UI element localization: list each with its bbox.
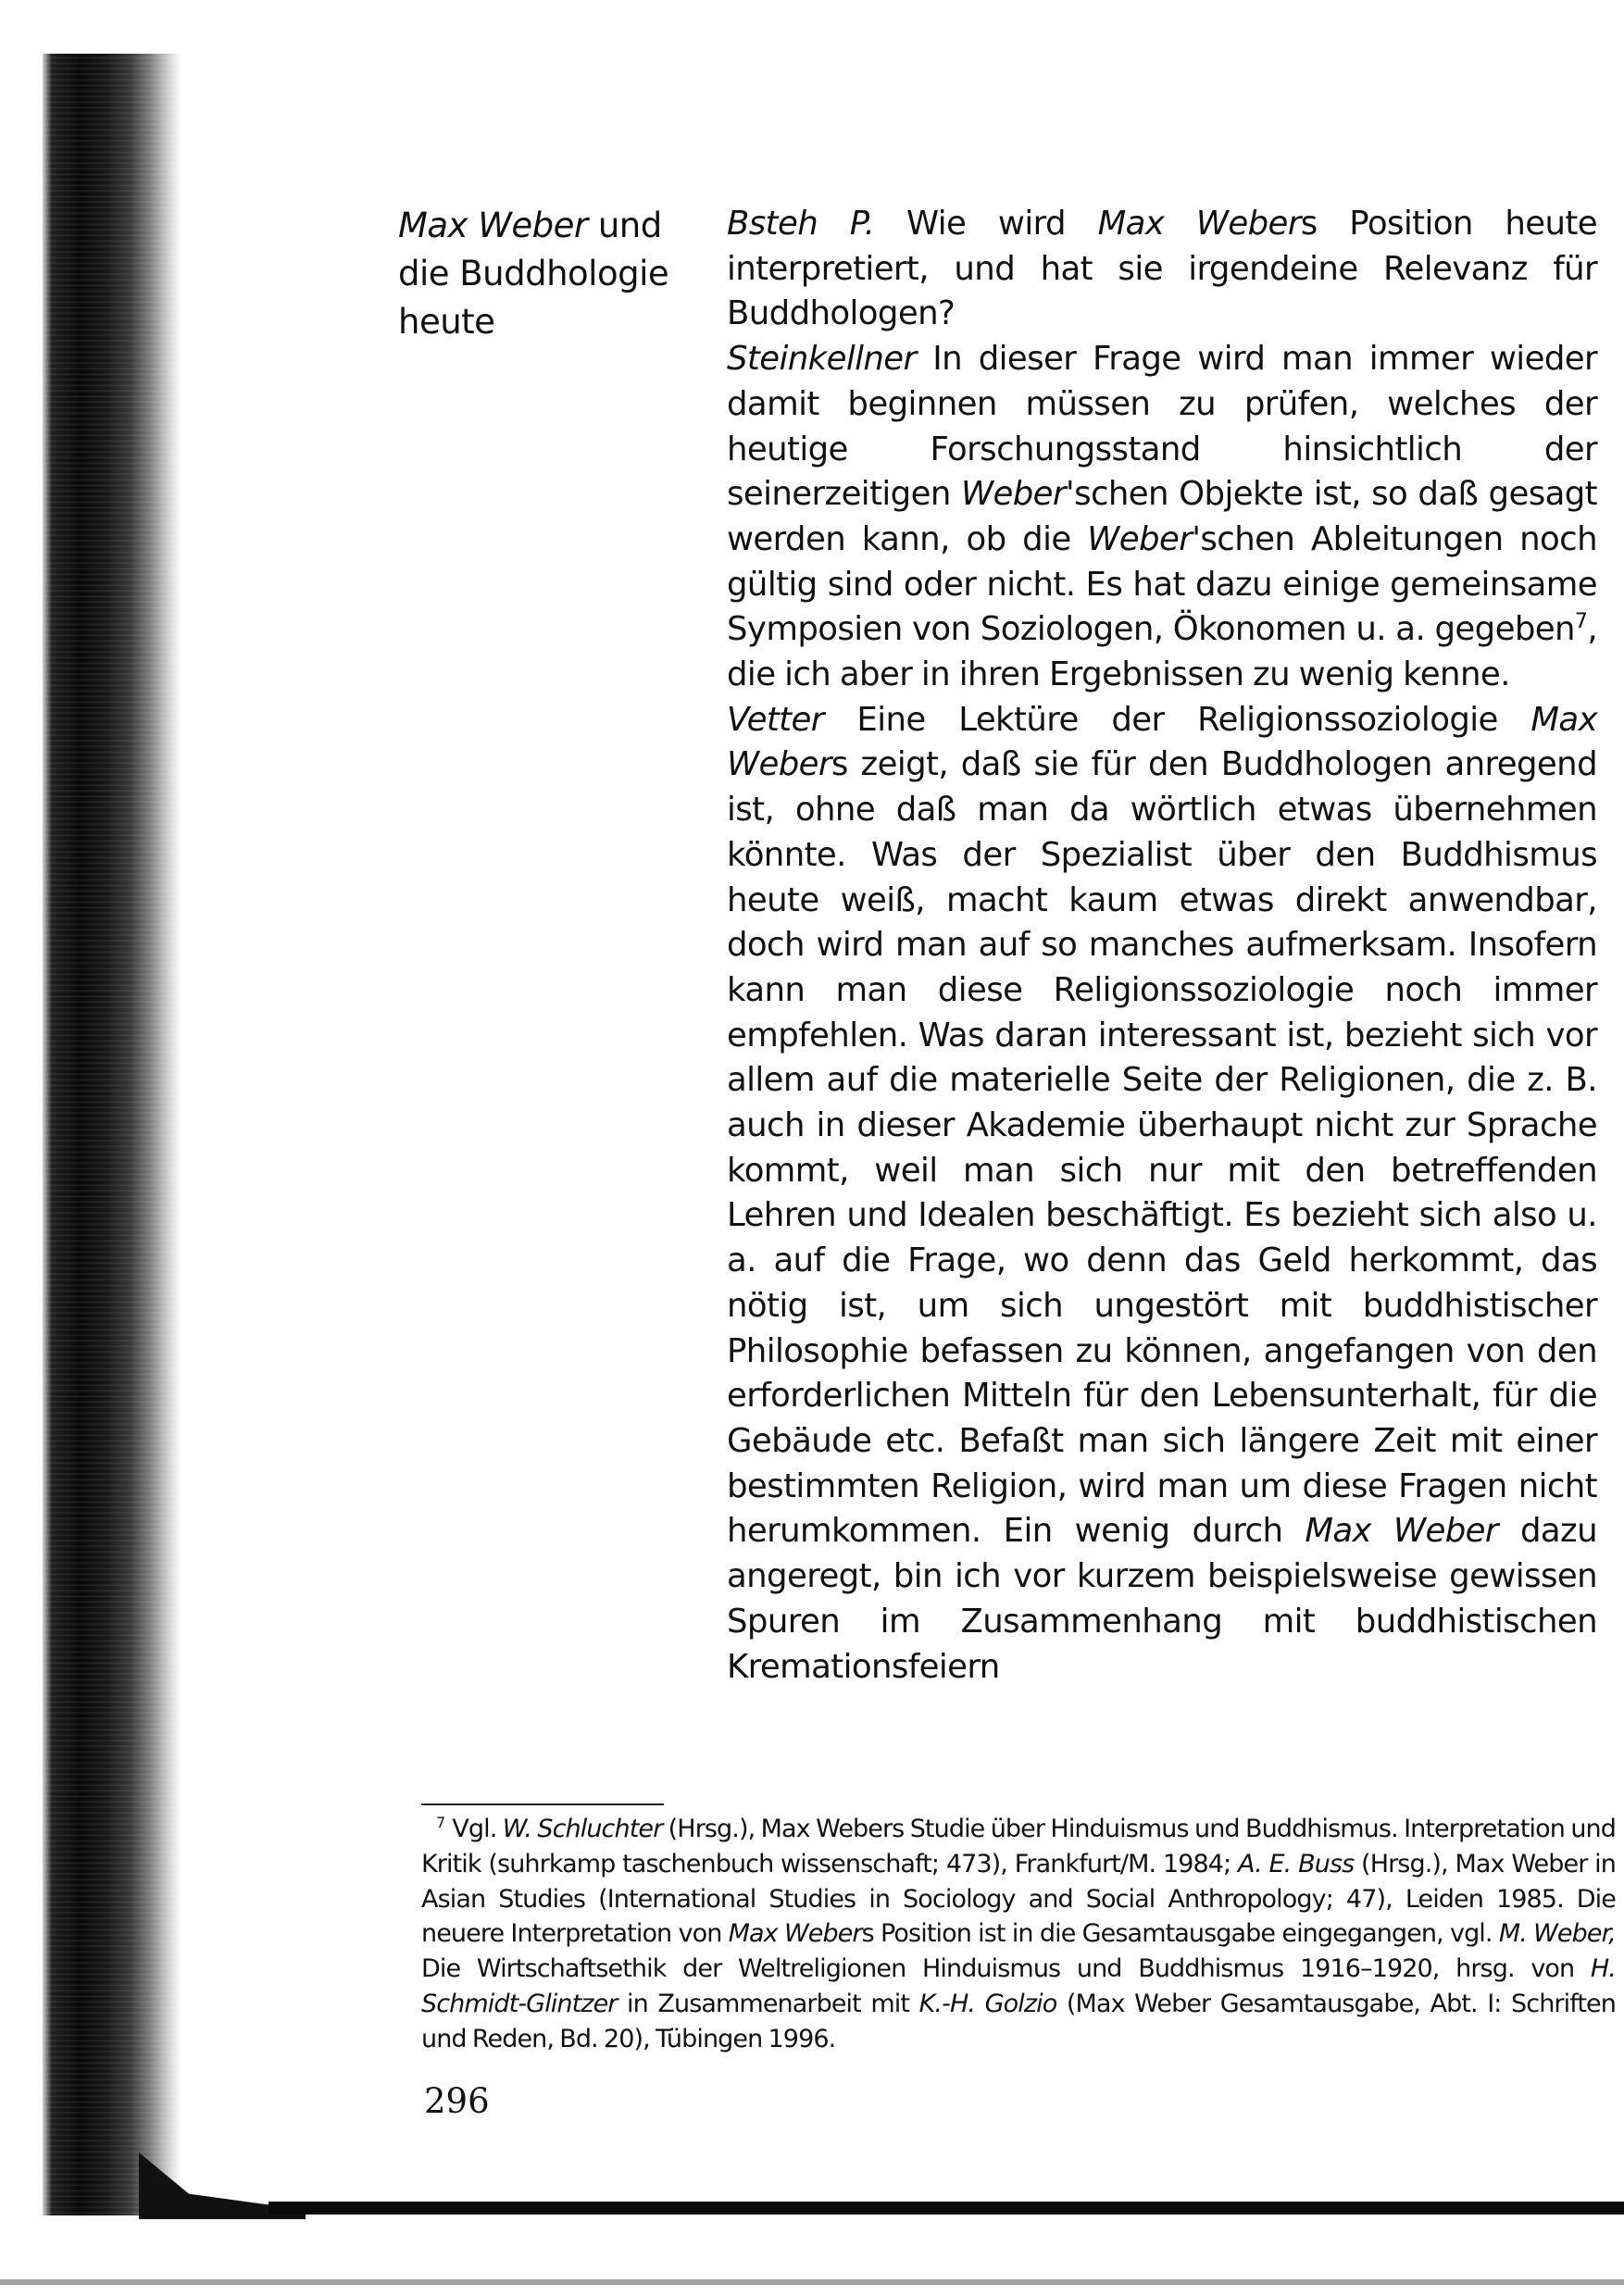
text-run: schen Objekte ist, so daß gesagt werden kann, ob die (727, 475, 1597, 558)
footnote-7 (421, 1812, 1616, 2057)
text-run: s Position ist in die Gesamtausgabe eingegangen, vgl. (861, 1919, 1499, 1949)
margin-heading-line-2: die Buddhologie (398, 254, 669, 293)
italic-name: H. Schmidt-Glintzer (421, 1954, 1616, 2018)
footnote-separator (421, 1803, 664, 1805)
italic-name: Weber' (960, 475, 1075, 514)
margin-heading-line-3: heute (398, 302, 495, 342)
text-run: s Position heute interpretiert, und hat sie irgendeine Relevanz für Buddhologen? (727, 205, 1597, 333)
margin-heading (398, 202, 704, 346)
text-run: dazu angeregt, bin ich vor kurzem beispielsweise gewissen Spuren im Zusammenhang mit buddhistischen Kremationsfeiern (727, 1512, 1597, 1686)
paragraph-bsteh (727, 202, 1597, 337)
text-run: in Zusammenarbeit mit (617, 1989, 919, 2018)
text-run: (Hrsg.), Max Webers Studie über Hinduismus und Buddhismus. Interpretation und Kritik (suhrkamp taschenbuch wissenschaft; 473), Frankfurt/M. 1984; (421, 1815, 1616, 1878)
binding-shadow-texture (43, 54, 181, 2215)
text-run: (Hrsg.), Max Weber in Asian Studies (International Studies in Sociology and Social Anthropology; 47), Leiden 1985. Die neuere Interpretation von (421, 1849, 1616, 1949)
text-run: Vgl. (452, 1815, 503, 1843)
text-run: (Max Weber Gesamtausgabe, Abt. I: Schriften und Reden, Bd. 20), Tübingen 1996. (421, 1989, 1616, 2053)
italic-name: Max Weber (728, 1919, 862, 1949)
footnote-marker: 7 (436, 1814, 445, 1831)
italic-name: K.-H. Golzio (918, 1989, 1057, 2018)
main-text (727, 202, 1597, 1690)
text-run: schen Ableitungen noch gültig sind oder nicht. Es hat dazu einige gemeinsame Symposien von Soziologen, Ökonomen u. a. gegeben (727, 519, 1597, 649)
footnote-reference: 7 (1574, 610, 1588, 634)
text-run: s zeigt, daß sie für den Buddhologen anregend ist, ohne daß man da wörtlich etwas übernehmen könnte. Was der Spezialist über den Buddhismus heute weiß, macht kaum etwas direkt anwendbar, doch wird man auf so manches aufmerksam. Insofern kann man diese Religionssoziologie noch immer empfehlen. Was daran interessant ist, bezieht sich vor allem auf die materielle Seite der Religionen, die z. B. auch in dieser Akademie überhaupt nicht zur Sprache kommt, weil man sich nur mit den betreffenden Lehren und Idealen beschäftigt. Es bezieht sich also u. a. auf die Frage, wo denn das Geld herkommt, das nötig ist, um sich ungestört mit buddhistischer Philosophie befassen zu können, angefangen von den erforderlichen Mitteln für den Lebensunterhalt, für die Gebäude etc. Befaßt man sich längere Zeit mit einer bestimmten Religion, wird man um diese Fragen nicht herumkommen. Ein wenig durch (727, 745, 1597, 1551)
text-run: In dieser Frage wird man immer wieder damit beginnen müssen zu prüfen, welches der heutige Forschungsstand hinsichtlich der seinerzeitigen (727, 340, 1597, 514)
paragraph-steinkellner (727, 337, 1597, 698)
italic-name: Weber' (1087, 519, 1201, 558)
margin-heading-line-1-rest: und (587, 206, 662, 245)
italic-name: Max Weber (1097, 205, 1301, 243)
italic-name: W. Schluchter (502, 1815, 663, 1843)
paragraph-vetter (727, 698, 1597, 1690)
italic-name: Max Weber (727, 700, 1597, 784)
speaker-name: Vetter (727, 700, 824, 739)
italic-name: A. E. Buss (1238, 1849, 1355, 1878)
text-run: Die Wirtschaftsethik der Weltreligionen Hinduismus und Buddhismus 1916–1920, hrsg. von (421, 1954, 1591, 1984)
margin-heading-italic-name: Max Weber (398, 206, 588, 245)
bottom-scan-edge (0, 2279, 1624, 2285)
italic-name: Max Weber (1305, 1512, 1498, 1551)
italic-name: M. Weber, (1498, 1919, 1616, 1949)
page-number: 296 (424, 2081, 490, 2121)
speaker-name: Steinkellner (727, 340, 917, 379)
speaker-name: Bsteh P. (727, 205, 875, 243)
bottom-edge-shadow (269, 2202, 1624, 2215)
text-run: , die ich aber in ihren Ergebnissen zu wenig kenne. (727, 610, 1597, 694)
text-run: Wie wird (874, 205, 1098, 243)
margin-heading-line-1 (398, 202, 704, 250)
text-run: Eine Lektüre der Religionssoziologie (823, 700, 1531, 739)
